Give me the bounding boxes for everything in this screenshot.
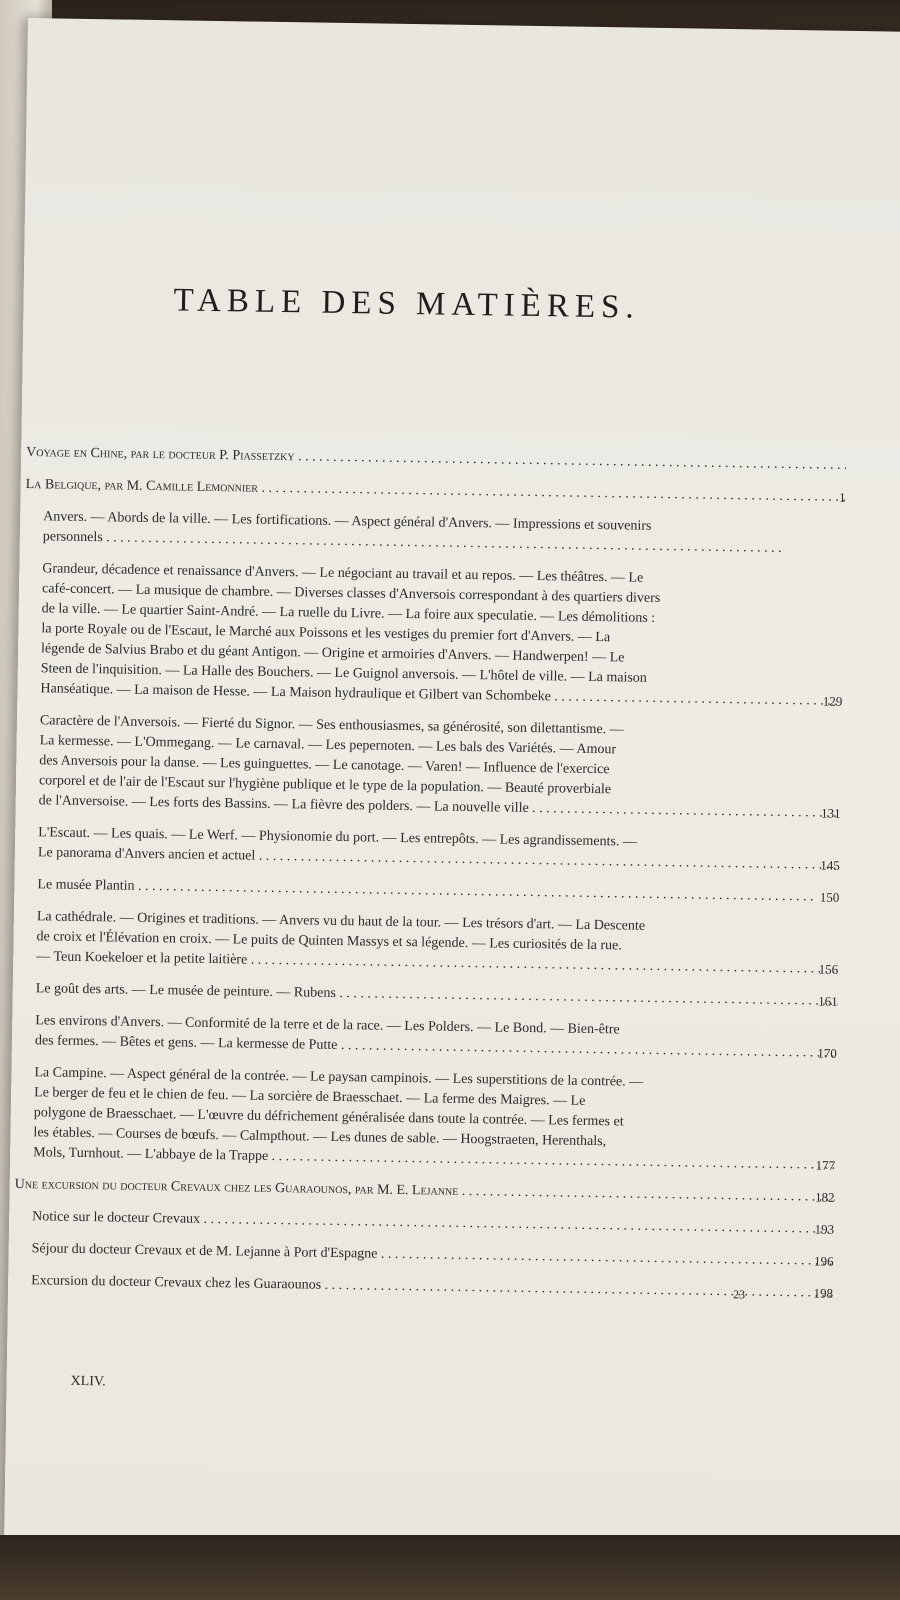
- toc-entry: [13, 1271, 833, 1304]
- toc-line: des fermes. — Bêtes et gens. — La kermesse de Putte . . .: [35, 1031, 837, 1064]
- toc-line: la porte Royale ou de l'Escaut, le Marché aux Poissons et les vestiges du premier fort d'Anvers. — La: [41, 621, 611, 646]
- toc-line: La cathédrale. — Origines et traditions. — Anvers vu du haut de la tour. — Les trésors d'art. — La Descente: [36, 909, 646, 934]
- book-page: [4, 18, 900, 1562]
- toc-entry: [17, 1011, 838, 1064]
- wooden-table-bottom: [0, 1535, 900, 1600]
- toc-entry: [18, 979, 838, 1012]
- toc-entry: [18, 907, 839, 980]
- toc-entry: [21, 711, 842, 824]
- toc-line: de croix et l'Élévation en croix. — Le puits de Quinten Massys et sa légende. — Les curiosités de la rue.: [36, 929, 622, 954]
- toc-line: Le panorama d'Anvers ancien et actuel . . .: [38, 843, 840, 876]
- page-number: 193: [814, 1221, 835, 1237]
- toc-line: de l'Anversoise. — Les forts des Bassins. — La fièvre des polders. — La nouvelle ville . . .: [39, 791, 841, 824]
- toc-line: Grandeur, décadence et renaissance d'Anvers. — Le négociant au travail et au repos. — Les théâtres. — Le: [42, 561, 644, 586]
- page-number: 170: [817, 1045, 837, 1061]
- toc-entry: [15, 1063, 836, 1176]
- toc-line: polygone de Braesschaet. — L'œuvre du défrichement généralisée dans toute la contrée. — Les fermes et: [33, 1105, 624, 1130]
- toc-line: L'Escaut. — Les quais. — Le Werf. — Physionomie du port. — Les entrepôts. — Les agrandissements. —: [38, 825, 637, 850]
- toc-line: La Campine. — Aspect général de la contrée. — Le paysan campinois. — Les superstitions de la contrée. —: [34, 1065, 644, 1090]
- toc-entry: [26, 475, 846, 508]
- toc-line: café-concert. — La musique de chambre. — Diverses classes d'Anversois correspondant à des quartiers divers: [41, 581, 661, 607]
- toc-entry: [19, 875, 839, 908]
- toc-line: Le berger de feu et le chien de feu. — La sorcière de Braesschaet. — La ferme des Maigres. — Le: [34, 1085, 586, 1109]
- toc-line: Caractère de l'Anversois. — Fierté du Signor. — Ses enthousiasmes, sa générosité, son dilettantisme. —: [39, 713, 624, 738]
- toc-line: Les environs d'Anvers. — Conformité de la terre et de la race. — Les Polders. — Le Bond. — Bien-être: [35, 1013, 620, 1038]
- toc-line: Hanséatique. — La maison de Hesse. — La Maison hydraulique et Gilbert van Schombeke . . .: [40, 679, 842, 712]
- toc-line: personnels . . .: [43, 527, 845, 560]
- toc-entry: [22, 559, 844, 712]
- toc-line: La Belgique, par M. Camille Lemonnier . . .: [26, 475, 846, 508]
- toc-line: Excursion du docteur Crevaux chez les Guaraounos . . .: [31, 1271, 833, 1304]
- toc-line: Steen de l'inquisition. — La Halle des Bouchers. — Le Guignol anversois. — L'hôtel de ville. — La maison: [40, 661, 647, 686]
- page-number: 145: [820, 857, 840, 873]
- toc-line: Notice sur le docteur Crevaux . . .: [32, 1207, 834, 1240]
- page-number: 177: [815, 1157, 836, 1173]
- page-number: 161: [818, 993, 838, 1009]
- toc-line: corporel et de l'air de l'Escaut sur l'hygiène publique et le type de la population. — Beauté proverbiale: [38, 773, 612, 798]
- toc-line: les étables. — Courses de bœufs. — Calmpthout. — Les dunes de sable. — Hoogstraeten, Herenthals,: [33, 1125, 607, 1150]
- table-of-contents: [13, 443, 847, 1336]
- toc-line: de la ville. — Le quartier Saint-André. — La ruelle du Livre. — La foire aux speculatie. — Les démolitions :: [41, 601, 656, 626]
- page-number: 129: [822, 693, 843, 709]
- page-number: 131: [820, 805, 841, 821]
- toc-line: La kermesse. — L'Ommegang. — Le carnaval. — Les pepernoten. — Les bals des Variétés. — Amour: [39, 733, 617, 758]
- toc-line: Séjour du docteur Crevaux et de M. Lejanne à Port d'Espagne . . .: [32, 1239, 834, 1272]
- toc-line: Mols, Turnhout. — L'abbaye de la Trappe . . .: [33, 1143, 835, 1176]
- toc-line: Une excursion du docteur Crevaux chez les Guaraounos, par M. E. Lejanne . . .: [15, 1175, 835, 1208]
- toc-line: Voyage en Chine, par le docteur P. Piassetzky . . .: [26, 443, 846, 476]
- page-number: 198: [813, 1285, 834, 1301]
- page-title: TABLE DES MATIÈRES.: [173, 282, 640, 326]
- toc-entry: [15, 1175, 835, 1208]
- page-number: 156: [818, 961, 839, 977]
- signature-mark: 23: [732, 1287, 746, 1302]
- toc-entry: [25, 507, 846, 560]
- toc-line: légende de Salvius Brabo et du géant Antigon. — Origine et armoiries d'Anvers. — Handwerpen! — Le: [40, 641, 625, 666]
- toc-entry: [20, 823, 841, 876]
- toc-line: — Teun Koekeloer et la petite laitière . . .: [36, 947, 838, 980]
- toc-line: Le goût des arts. — Le musée de peinture. — Rubens . . .: [36, 979, 838, 1012]
- toc-entry: [26, 443, 846, 476]
- toc-line: Anvers. — Abords de la ville. — Les fortifications. — Aspect général d'Anvers. — Impressions et souvenirs: [43, 509, 652, 534]
- volume-mark: XLIV.: [70, 1373, 106, 1390]
- page-number: 196: [813, 1253, 834, 1269]
- toc-line: Le musée Plantin . . .: [37, 875, 839, 908]
- page-number: 150: [819, 889, 840, 905]
- toc-entry: [14, 1239, 834, 1272]
- toc-line: des Anversois pour la danse. — Les guinguettes. — Le canotage. — Varen! — Influence de l'exercice: [39, 753, 610, 778]
- toc-entry: [14, 1207, 834, 1240]
- page-number: 182: [814, 1189, 835, 1205]
- page-number: 1: [838, 489, 846, 505]
